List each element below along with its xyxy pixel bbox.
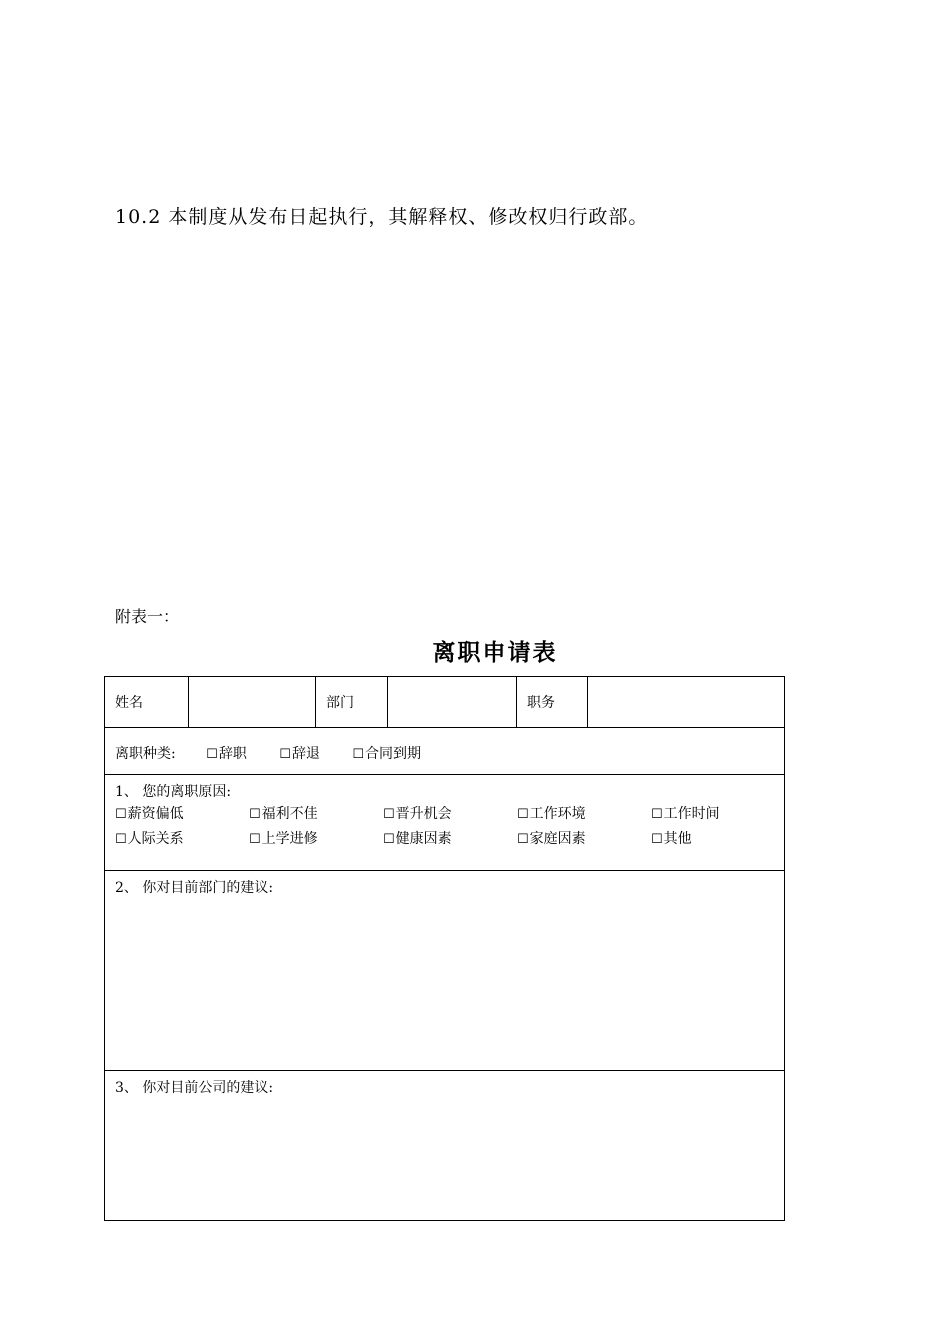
- checkbox-icon[interactable]: ☐: [383, 832, 395, 847]
- clause-10-2: 10.2 本制度从发布日起执行，其解释权、修改权归行政部。: [115, 206, 649, 228]
- q1-label: 1、 您的离职原因:: [115, 784, 232, 800]
- form-title: 离职申请表: [432, 639, 558, 666]
- name-label: 姓名: [115, 695, 143, 711]
- type-option-contract-expiry[interactable]: ☐合同到期: [352, 746, 422, 762]
- reason-option[interactable]: ☐上学进修: [249, 831, 318, 847]
- position-label: 职务: [516, 677, 587, 727]
- type-label: 离职种类:: [115, 746, 176, 762]
- checkbox-icon[interactable]: ☐: [651, 807, 663, 822]
- position-field[interactable]: [587, 677, 784, 727]
- checkbox-icon[interactable]: ☐: [651, 832, 663, 847]
- q2-label: 2、 你对目前部门的建议:: [115, 880, 274, 896]
- reason-option[interactable]: ☐工作时间: [651, 806, 720, 822]
- reason-option[interactable]: ☐晋升机会: [383, 806, 452, 822]
- checkbox-icon[interactable]: ☐: [517, 807, 529, 822]
- reason-grid: [115, 803, 775, 853]
- dept-field[interactable]: [387, 677, 516, 727]
- info-row: [105, 677, 784, 728]
- checkbox-icon[interactable]: ☐: [517, 832, 529, 847]
- reason-option[interactable]: ☐薪资偏低: [115, 806, 184, 822]
- reason-row: [115, 828, 775, 853]
- type-option-resign[interactable]: ☐辞职: [206, 746, 247, 762]
- reason-option[interactable]: ☐人际关系: [115, 831, 184, 847]
- company-suggestion-section[interactable]: [105, 1071, 784, 1220]
- checkbox-icon[interactable]: ☐: [352, 747, 365, 762]
- reason-option[interactable]: ☐家庭因素: [517, 831, 586, 847]
- checkbox-icon[interactable]: ☐: [249, 832, 261, 847]
- dept-label: 部门: [315, 677, 387, 727]
- reason-option[interactable]: ☐工作环境: [517, 806, 586, 822]
- q3-label: 3、 你对目前公司的建议:: [115, 1080, 274, 1096]
- checkbox-icon[interactable]: ☐: [206, 747, 218, 762]
- type-row: [105, 728, 784, 775]
- resignation-form: [104, 676, 785, 1221]
- reason-row: [115, 803, 775, 828]
- checkbox-icon[interactable]: ☐: [249, 807, 261, 822]
- dept-suggestion-section[interactable]: [105, 871, 784, 1071]
- reason-option[interactable]: ☐福利不佳: [249, 806, 318, 822]
- appendix-label: 附表一：: [115, 607, 180, 626]
- reason-option[interactable]: ☐其他: [651, 831, 692, 847]
- type-option-dismissed[interactable]: ☐辞退: [279, 746, 320, 762]
- reason-option[interactable]: ☐健康因素: [383, 831, 452, 847]
- checkbox-icon[interactable]: ☐: [115, 807, 127, 822]
- reason-section: [105, 775, 784, 871]
- type-line: [115, 743, 421, 763]
- checkbox-icon[interactable]: ☐: [279, 747, 291, 762]
- name-field[interactable]: [188, 677, 315, 727]
- checkbox-icon[interactable]: ☐: [383, 807, 395, 822]
- checkbox-icon[interactable]: ☐: [115, 832, 127, 847]
